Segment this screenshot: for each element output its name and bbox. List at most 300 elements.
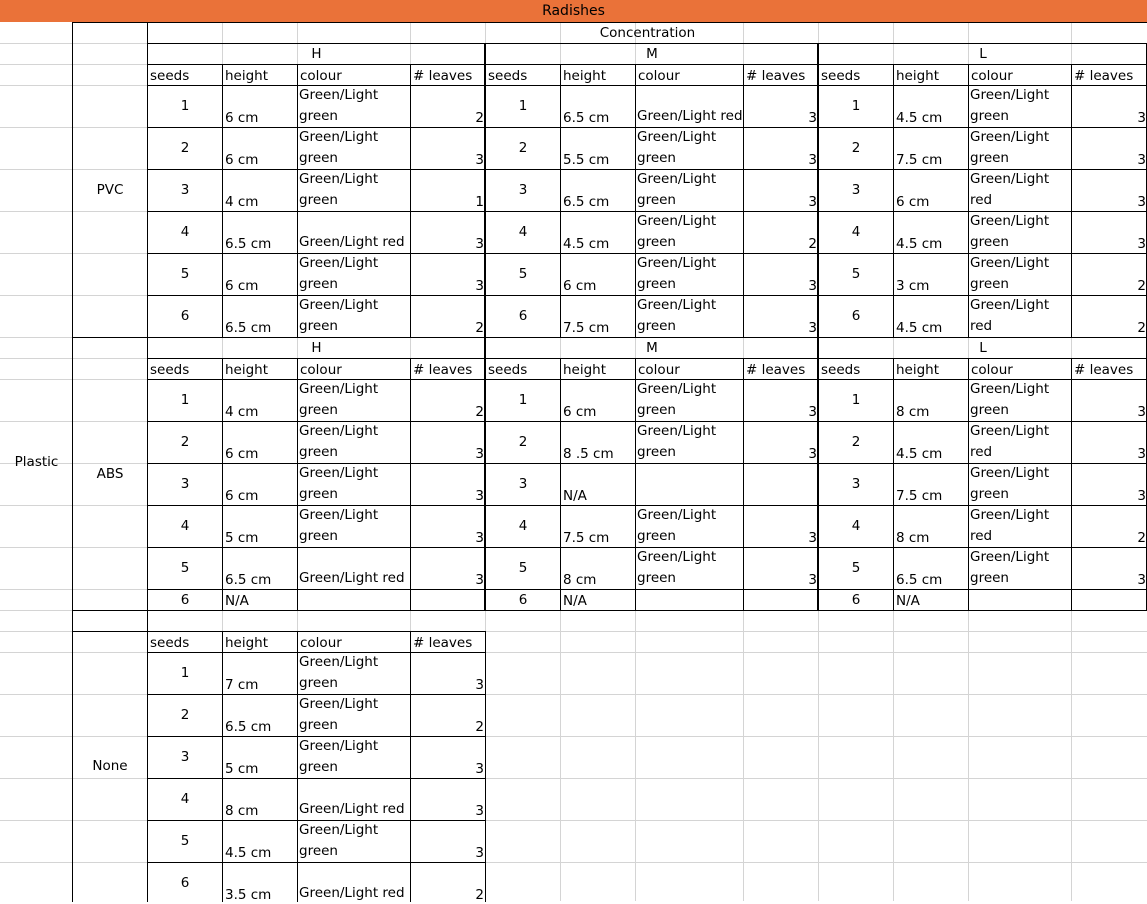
height-cell[interactable] [561,170,635,211]
height-cell[interactable] [894,464,968,505]
concentration-m-header-text: M [646,339,658,356]
leaves-cell-text: 3 [475,572,484,588]
concentration-header-text: Concentration [599,24,696,41]
height-cell[interactable] [223,653,297,694]
leaves-cell-text: 2 [475,110,484,126]
leaves-cell[interactable] [411,422,485,463]
col-header-colour[interactable] [636,359,743,379]
col-header-height[interactable] [561,359,635,379]
seed-cell-text: 3 [518,182,528,198]
height-cell[interactable] [223,212,297,253]
seed-cell[interactable] [148,821,222,862]
colour-cell[interactable] [298,590,410,610]
height-cell[interactable] [561,380,635,421]
seed-cell-text: 1 [518,392,528,408]
height-cell[interactable] [561,464,635,505]
leaves-cell[interactable] [411,170,485,211]
seed-cell[interactable] [819,506,893,547]
colour-cell[interactable] [969,548,1071,589]
leaves-cell[interactable] [411,212,485,253]
col-header-height[interactable] [223,359,297,379]
seed-cell-text: 2 [180,707,190,723]
leaves-cell[interactable] [411,86,485,127]
col-header-seeds[interactable] [486,65,560,85]
col-header-leaves-text: # leaves [413,68,473,84]
colour-cell[interactable] [969,254,1071,295]
colour-cell-text: Green/Light green [299,822,379,859]
leaves-cell[interactable] [411,590,485,610]
concentration-h-header[interactable] [148,44,485,64]
col-header-colour[interactable] [298,65,410,85]
leaves-cell-text: 2 [475,404,484,420]
leaves-cell[interactable] [411,128,485,169]
seed-cell[interactable] [148,170,222,211]
height-cell[interactable] [894,212,968,253]
col-header-seeds[interactable] [148,359,222,379]
leaves-cell[interactable] [744,590,818,610]
concentration-header[interactable] [148,23,1147,43]
seed-cell[interactable] [819,464,893,505]
height-cell[interactable] [223,590,297,610]
seed-cell-text: 1 [851,392,861,408]
colour-cell[interactable] [298,695,410,736]
seed-cell[interactable] [148,653,222,694]
colour-cell[interactable] [298,653,410,694]
leaves-cell-text: 2 [1137,320,1146,336]
col-header-leaves[interactable] [744,359,818,379]
seed-cell[interactable] [148,128,222,169]
height-cell-text: 8 cm [563,572,597,588]
seed-cell[interactable] [819,170,893,211]
col-header-seeds-text: seeds [821,362,861,378]
seed-cell[interactable] [148,506,222,547]
seed-cell-text: 6 [851,308,861,324]
seed-cell[interactable] [148,464,222,505]
colour-cell[interactable] [636,464,743,505]
col-header-leaves[interactable] [411,65,485,85]
height-cell[interactable] [561,254,635,295]
seed-cell[interactable] [486,212,560,253]
col-header-seeds-text: seeds [488,362,528,378]
seed-cell[interactable] [148,737,222,778]
height-cell[interactable] [894,548,968,589]
leaves-cell[interactable] [1072,506,1147,547]
col-header-seeds[interactable] [819,65,893,85]
leaves-cell[interactable] [1072,590,1147,610]
seed-cell[interactable] [819,380,893,421]
col-header-leaves-text: # leaves [746,362,806,378]
colour-cell-text: Green/Light green [637,507,717,544]
col-header-seeds-text: seeds [488,68,528,84]
seed-cell-text: 1 [518,98,528,114]
seed-cell[interactable] [486,464,560,505]
leaves-cell[interactable] [744,254,818,295]
block-label-pvc-text: PVC [96,182,124,198]
height-cell[interactable] [223,380,297,421]
col-header-leaves[interactable] [744,65,818,85]
concentration-l-header-text: L [979,339,987,356]
height-cell-text: 4.5 cm [896,110,943,126]
seed-cell-text: 2 [851,434,861,450]
seed-cell[interactable] [148,296,222,337]
colour-cell[interactable] [969,296,1071,337]
height-cell[interactable] [894,128,968,169]
leaves-cell-text: 3 [1137,488,1146,504]
seed-cell-text: 1 [180,98,190,114]
seed-cell[interactable] [148,86,222,127]
leaves-cell[interactable] [411,548,485,589]
colour-cell-text: Green/Light green [970,255,1050,292]
leaves-cell[interactable] [411,779,485,820]
seed-cell[interactable] [486,254,560,295]
seed-cell[interactable] [486,86,560,127]
colour-cell-text: Green/Light green [637,129,717,166]
seed-cell-text: 3 [180,476,190,492]
colour-cell-text: Green/Light green [299,696,379,733]
height-cell-text: 4.5 cm [896,320,943,336]
height-cell-text: 3.5 cm [225,887,272,903]
leaves-cell[interactable] [1072,170,1147,211]
col-header-seeds-text: seeds [821,68,861,84]
leaves-cell[interactable] [744,128,818,169]
colour-cell[interactable] [298,779,410,820]
height-cell[interactable] [223,695,297,736]
height-cell-text: 7.5 cm [896,488,943,504]
seed-cell[interactable] [486,128,560,169]
col-header-height-text: height [225,68,269,84]
height-cell[interactable] [561,212,635,253]
height-cell[interactable] [561,128,635,169]
concentration-m-header[interactable] [486,338,818,358]
seed-cell-text: 6 [851,591,861,608]
leaves-cell[interactable] [1072,548,1147,589]
colour-cell-text: Green/Light green [299,129,379,166]
seed-cell-text: 4 [180,518,190,534]
seed-cell-text: 5 [180,833,190,849]
leaves-cell[interactable] [744,86,818,127]
height-cell[interactable] [894,380,968,421]
col-header-height-text: height [225,635,269,651]
height-cell[interactable] [223,863,297,904]
height-cell[interactable] [894,170,968,211]
height-cell[interactable] [561,590,635,610]
seed-cell[interactable] [148,863,222,904]
leaves-cell[interactable] [411,863,485,904]
colour-cell[interactable] [636,254,743,295]
height-cell[interactable] [223,737,297,778]
leaves-cell-text: 3 [1137,152,1146,168]
height-cell[interactable] [561,296,635,337]
colour-cell[interactable] [969,212,1071,253]
seed-cell-text: 6 [180,591,190,608]
seed-cell[interactable] [819,548,893,589]
height-cell-text: 6.5 cm [225,719,272,735]
height-cell[interactable] [223,86,297,127]
seed-cell[interactable] [148,422,222,463]
height-cell[interactable] [223,128,297,169]
seed-cell[interactable] [148,548,222,589]
colour-cell-text: Green/Light red [970,507,1050,544]
leaves-cell-text: 3 [475,278,484,294]
seed-cell-text: 5 [180,560,190,576]
height-cell[interactable] [223,422,297,463]
col-header-colour[interactable] [298,359,410,379]
leaves-cell[interactable] [411,653,485,694]
seed-cell-text: 2 [851,140,861,156]
seed-cell[interactable] [819,422,893,463]
leaves-cell[interactable] [1072,464,1147,505]
col-header-seeds[interactable] [486,359,560,379]
colour-cell-text: Green/Light green [637,255,717,292]
leaves-cell[interactable] [744,422,818,463]
leaves-cell-text: 3 [808,194,817,210]
height-cell-text: 6.5 cm [225,572,272,588]
seed-cell-text: 4 [518,224,528,240]
leaves-cell-text: 3 [1137,446,1146,462]
colour-cell-text: Green/Light red [299,801,405,817]
colour-cell-text: Green/Light green [970,213,1050,250]
leaves-cell[interactable] [1072,212,1147,253]
height-cell[interactable] [894,254,968,295]
col-header-height[interactable] [223,65,297,85]
col-header-seeds[interactable] [148,65,222,85]
leaves-cell[interactable] [744,506,818,547]
block-label-pvc[interactable] [73,44,147,337]
height-cell[interactable] [894,422,968,463]
seed-cell-text: 5 [851,560,861,576]
leaves-cell-text: 3 [1137,404,1146,420]
col-header-leaves[interactable] [1072,65,1147,85]
leaves-cell-text: 3 [1137,194,1146,210]
leaves-cell[interactable] [744,464,818,505]
concentration-h-header-text: H [311,339,322,356]
colour-cell[interactable] [636,506,743,547]
leaves-cell[interactable] [411,254,485,295]
height-cell[interactable] [223,254,297,295]
col-header-colour-text: colour [971,68,1013,84]
seed-cell[interactable] [486,506,560,547]
seed-cell[interactable] [148,779,222,820]
colour-cell-text: Green/Light green [299,654,379,691]
border-h [147,610,486,611]
colour-cell[interactable] [636,212,743,253]
block-label-none[interactable] [73,632,147,901]
colour-cell[interactable] [298,128,410,169]
concentration-m-header-text: M [646,45,658,62]
colour-cell[interactable] [298,821,410,862]
leaves-cell[interactable] [411,695,485,736]
seed-cell-text: 6 [518,591,528,608]
seed-cell-text: 1 [180,392,190,408]
height-cell[interactable] [223,506,297,547]
concentration-l-header[interactable] [819,338,1147,358]
col-header-seeds-text: seeds [150,68,190,84]
colour-cell[interactable] [969,170,1071,211]
leaves-cell-text: 3 [808,530,817,546]
colour-cell[interactable] [298,548,410,589]
leaves-cell[interactable] [744,296,818,337]
leaves-cell-text: 3 [808,572,817,588]
colour-cell[interactable] [298,86,410,127]
colour-cell[interactable] [636,380,743,421]
leaves-cell[interactable] [411,506,485,547]
colour-cell[interactable] [969,506,1071,547]
leaves-cell[interactable] [1072,254,1147,295]
seed-cell[interactable] [819,590,893,610]
leaves-cell[interactable] [411,737,485,778]
height-cell[interactable] [223,296,297,337]
colour-cell[interactable] [298,296,410,337]
col-header-colour[interactable] [969,359,1071,379]
col-header-leaves-text: # leaves [413,635,473,651]
col-header-colour[interactable] [636,65,743,85]
seed-cell[interactable] [148,212,222,253]
height-cell[interactable] [561,422,635,463]
leaves-cell[interactable] [411,821,485,862]
colour-cell[interactable] [636,86,743,127]
seed-cell[interactable] [486,548,560,589]
colour-cell-text: Green/Light red [637,108,743,124]
seed-cell[interactable] [486,296,560,337]
block-label-abs[interactable] [73,338,147,610]
seed-cell[interactable] [148,695,222,736]
col-header-height[interactable] [561,65,635,85]
leaves-cell-text: 3 [808,278,817,294]
colour-cell[interactable] [636,170,743,211]
height-cell-text: 6.5 cm [563,110,610,126]
concentration-m-header[interactable] [486,44,818,64]
colour-cell[interactable] [636,296,743,337]
col-header-leaves[interactable] [411,632,485,652]
leaves-cell-text: 3 [475,488,484,504]
height-cell-text: 4.5 cm [896,446,943,462]
colour-cell[interactable] [636,590,743,610]
colour-cell[interactable] [298,170,410,211]
col-header-seeds[interactable] [148,632,222,652]
seed-cell[interactable] [819,296,893,337]
col-header-seeds[interactable] [819,359,893,379]
leaves-cell[interactable] [744,380,818,421]
height-cell[interactable] [561,548,635,589]
colour-cell[interactable] [298,863,410,904]
seed-cell-text: 1 [180,665,190,681]
col-header-height[interactable] [894,65,968,85]
col-header-height[interactable] [894,359,968,379]
height-cell[interactable] [894,296,968,337]
leaves-cell[interactable] [411,296,485,337]
colour-cell[interactable] [298,506,410,547]
leaves-cell[interactable] [1072,296,1147,337]
sheet-title-banner[interactable]: Radishes [0,0,1147,22]
colour-cell[interactable] [969,128,1071,169]
seed-cell-text: 3 [518,476,528,492]
height-cell-text: N/A [225,593,249,609]
leaves-cell[interactable] [744,212,818,253]
seed-cell-text: 2 [180,434,190,450]
colour-cell[interactable] [298,422,410,463]
colour-cell-text: Green/Light green [970,465,1050,502]
colour-cell[interactable] [298,464,410,505]
seed-cell-text: 6 [180,875,190,891]
seed-cell[interactable] [148,590,222,610]
colour-cell[interactable] [636,128,743,169]
height-cell[interactable] [561,506,635,547]
seed-cell-text: 6 [180,308,190,324]
seed-cell[interactable] [148,254,222,295]
colour-cell[interactable] [969,590,1071,610]
height-cell[interactable] [223,548,297,589]
height-cell-text: N/A [563,488,587,504]
seed-cell[interactable] [486,422,560,463]
col-header-colour-text: colour [300,635,342,651]
col-header-leaves[interactable] [1072,359,1147,379]
colour-cell[interactable] [298,380,410,421]
leaves-cell[interactable] [1072,380,1147,421]
height-cell[interactable] [223,821,297,862]
leaves-cell-text: 2 [475,320,484,336]
leaves-cell-text: 2 [808,236,817,252]
leaves-cell-text: 3 [1137,110,1146,126]
height-cell[interactable] [223,464,297,505]
leaves-cell[interactable] [411,380,485,421]
height-cell[interactable] [894,506,968,547]
seed-cell[interactable] [486,590,560,610]
height-cell[interactable] [223,170,297,211]
col-header-colour[interactable] [298,632,410,652]
col-header-leaves-text: # leaves [1074,362,1134,378]
seed-cell[interactable] [148,380,222,421]
seed-cell[interactable] [819,212,893,253]
height-cell-text: 6 cm [225,110,259,126]
colour-cell[interactable] [636,548,743,589]
leaves-cell[interactable] [1072,128,1147,169]
leaves-cell[interactable] [744,548,818,589]
seed-cell-text: 3 [851,476,861,492]
border-h [818,610,1147,611]
colour-cell[interactable] [636,422,743,463]
seed-cell[interactable] [819,128,893,169]
seed-cell[interactable] [819,86,893,127]
colour-cell-text: Green/Light red [970,423,1050,460]
colour-cell[interactable] [969,380,1071,421]
col-header-colour[interactable] [969,65,1071,85]
category-plastic[interactable] [1,23,72,901]
leaves-cell[interactable] [744,170,818,211]
seed-cell[interactable] [819,254,893,295]
leaves-cell[interactable] [1072,422,1147,463]
height-cell[interactable] [894,86,968,127]
col-header-leaves[interactable] [411,359,485,379]
colour-cell[interactable] [298,212,410,253]
colour-cell[interactable] [969,422,1071,463]
colour-cell[interactable] [969,464,1071,505]
seed-cell[interactable] [486,170,560,211]
colour-cell[interactable] [969,86,1071,127]
col-header-height[interactable] [223,632,297,652]
colour-cell[interactable] [298,254,410,295]
seed-cell-text: 4 [851,518,861,534]
colour-cell[interactable] [298,737,410,778]
leaves-cell[interactable] [1072,86,1147,127]
concentration-h-header[interactable] [148,338,485,358]
seed-cell[interactable] [486,380,560,421]
concentration-l-header[interactable] [819,44,1147,64]
col-header-colour-text: colour [638,68,680,84]
height-cell[interactable] [223,779,297,820]
height-cell[interactable] [561,86,635,127]
height-cell[interactable] [894,590,968,610]
leaves-cell[interactable] [411,464,485,505]
